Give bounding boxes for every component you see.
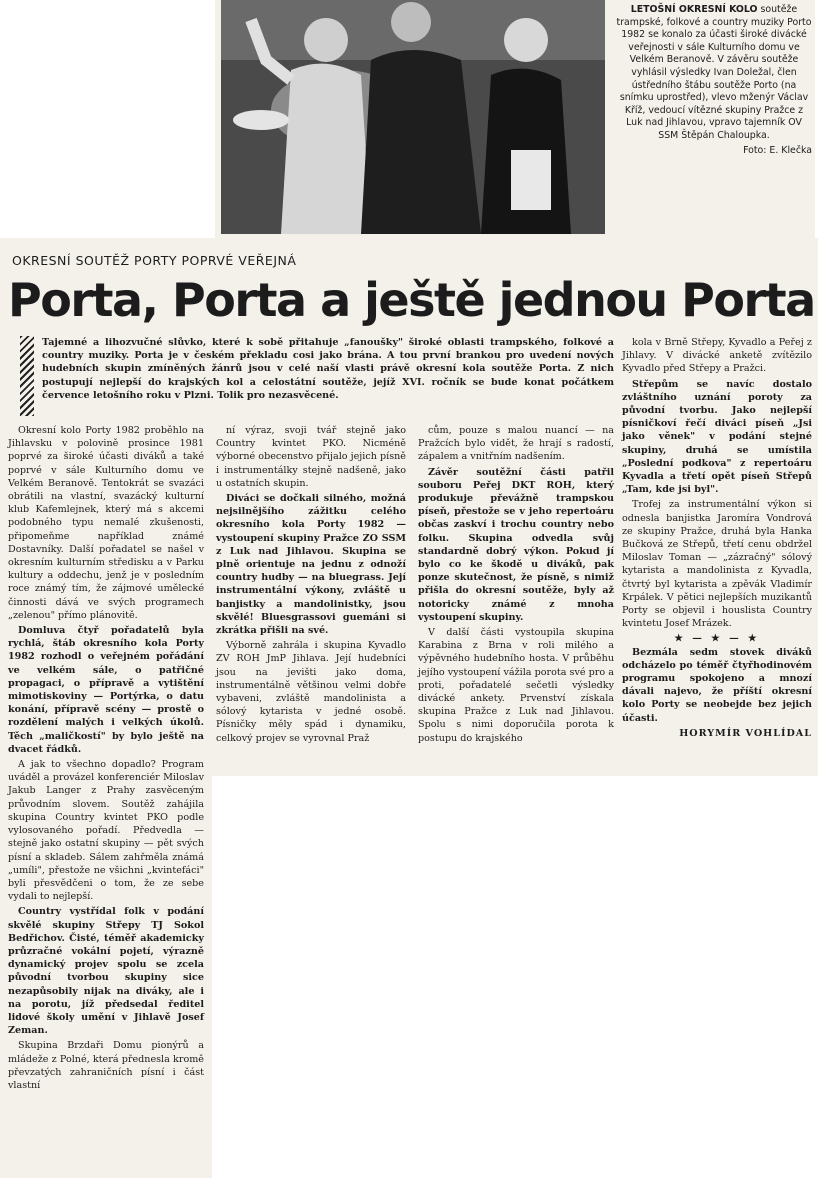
paragraph: A jak to všechno dopadlo? Program uváděl a provázel konferenciér Miloslav Jakub Langer z Prahy zasvěceným průvodním slovem. Soutěž zahájila skupina Country kvintet PKO podle vylosovaného pořadí. Předvedla — stejně jako ostatní skupiny — pět svých písní a skladeb. Sálem zahřměla známá „umíli", přestože ne všichni „kvintefáci" byli přesvědčeni o tom, že ze sebe vydali to nejlepší. — [8, 759, 204, 903]
paragraph: Skupina Brzdaři Domu pionýrů a mládeže z Polné, která přednesla kromě převzatých zahraničních písní i část vlastní — [8, 1040, 204, 1091]
photo — [221, 0, 605, 234]
lead-ornament — [20, 336, 34, 416]
caption-text: soutěže trampské, folkové a country muziky Porto 1982 se konalo za účasti široké divácké veřejnosti v sále Kulturního domu ve Velkém Beranově. V závěru soutěže vyhlásil výsledky Ivan Doležal, člen ústředního štábu soutěže Porto (na snímku uprostřed), vlevo mženýr Václav Kříž, vedoucí vítězné skupiny Pražce z Luk nad Jihlavou, vpravo tajemník OV SSM Štěpán Chaloupka. — [616, 4, 812, 141]
paragraph: Bezmála sedm stovek diváků odcházelo po téměř čtyřhodinovém programu spokojeno a mnozí dávali najevo, že příští okresní kolo Porty se neobejde bez jejich účasti. — [622, 646, 812, 724]
paragraph: ní výraz, svoji tvář stejně jako Country kvintet PKO. Nicméně výborné obecenstvo přijalo jejich písně i instrumentálky stejně nadšeně, jako u ostatních skupin. — [216, 425, 406, 489]
paragraph: Country vystřídal folk v podání skvělé skupiny Střepy TJ Sokol Bedřichov. Čisté, téměř akademicky průzračné vokální pojetí, výrazně dynamický projev spolu se zcela původní tvorbou skupiny sice nezapůsobily nijak na diváky, ale i na porotu, jíž předsedal ředitel lidové školy umění v Jihlavě Josef Zeman. — [8, 906, 204, 1037]
paragraph: V další části vystoupila skupina Karabina z Brna v roli milého a výpěvného hudebního hosta. V průběhu jejího vystoupení vážila porota své pro a proti, pořadatelé sečetli výsledky divácké ankety. Prvenství získala skupina Pražce z Luk nad Jihlavou. Spolu s nimi doporučila porota k postupu do krajského — [418, 627, 614, 744]
paragraph: Trofej za instrumentální výkon si odnesla banjistka Jaromíra Vondrová ze skupiny Pražce, druhá byla Hanka Bučková ze Střepů, třetí cenu obdržel Miloslav Toman — „zázračný" sólový kytarista a mandolinista z Kyvadla, čtvrtý byl kytarista a zpěvák Vladimír Krpálek. V pětici nejlepších muzikantů Porty se objevil i houslista Country kvintetu Josef Mrázek. — [622, 499, 812, 630]
article-author: HORYMÍR VOHLÍDAL — [679, 727, 812, 739]
photo-caption — [616, 4, 812, 157]
paragraph: Diváci se dočkali silného, možná nejsilnějšího zážitku celého okresního kola Porty 1982 — vystoupení skupiny Pražce ZO SSM z Luk nad Jihlavou. Skupina se plně orientuje na jednu z odnoží country hudby — na bluegrass. Její instrumentální výkony, zvláště u banjistky a mandolinistky, jsou skvělé! Bluesgrassovi guemáni si zkrátka přišli na své. — [216, 493, 406, 637]
paragraph: Okresní kolo Porty 1982 proběhlo na Jihlavsku v polovině prosince 1981 poprvé za široké účasti diváků a také poprvé v sále Kulturního domu ve Velkém Beranově. Tentokrát se svazáci obrátili na vlastní, svazácký kulturní klub Kafemlejnek, který má s akcemi podobného typu nemalé zkušenosti, připomeňme například známé Dostavníky. Další pořadatel se našel v okresním kulturním středisku a v Parku kultury a oddechu, jenž je v posledním roce známý tím, že zájmové umělecké činnosti dává ve svých programech „zelenou" přímo plánovitě. — [8, 425, 204, 621]
article-headline: Porta, Porta a ještě jednou Porta — [8, 273, 815, 327]
photo-illustration — [221, 0, 605, 234]
paragraph: Závěr soutěžní části patřil souboru Peřej DKT ROH, který produkuje převážně trampskou píseň, přestože se v jeho repertoáru občas zaskví i trochu country nebo folku. Skupina odvedla svůj standardně dobrý výkon. Pokud jí bylo co ke škodě u diváků, pak ponze skutečnost, že písně, s nimiž přišla do okresní soutěže, byly až notoricky známé z mnoha vystoupení skupiny. — [418, 466, 614, 623]
paragraph: Střepům se navíc dostalo zvláštního uznání poroty za původní tvorbu. Jako nejlepší písničkoví řečí diváci píseň „Jsi jako věnek" v podání stejné skupiny, druhá se umístila „Poslední podkova" z repertoáru Kyvadla a třetí opět píseň Střepů „Tam, kde jsi byl". — [622, 378, 812, 496]
article-column-1 — [8, 424, 204, 1094]
paragraph: Výborně zahrála i skupina Kyvadlo ZV ROH JmP Jihlava. Její hudebníci jsou na jevišti jako doma, instrumentálně většinou velmi dobře vybaveni, zvláště mandolinista a sólový kytarista v jedné osobě. Písničky měly spád i dynamiku, celkový projev se vyrovnal Praž — [216, 640, 406, 744]
article-column-4 — [622, 336, 812, 740]
caption-heading: LETOŠNÍ OKRESNÍ KOLO — [630, 4, 758, 15]
article-lead: Tajemné a lihozvučné slůvko, které k sobě přitahuje „fanoušky" široké oblasti trampského, folkové a country muziky. Porta je v českém překladu cosi jako brána. A tou první brankou pro uvedení nových hudebních skupin zmíněných žánrů jsou v celé naší vlasti právě okresní kola soutěže Porta. Z nich postupují nejlepší do krajských kol a celostátní soutěže, jejíž XVI. ročník se bude konat počátkem července letošního roku v Plzni. Tolik pro nezasvěcené. — [42, 337, 614, 401]
section-divider: ★ — ★ — ★ — [674, 633, 760, 645]
paragraph: cům, pouze s malou nuancí — na Pražcích bylo vidět, že hrají s radostí, zápalem a vnitřním nadšením. — [418, 425, 614, 463]
paragraph: Domluva čtyř pořadatelů byla rychlá, štáb okresního kola Porty 1982 rozhodl o veřejném pořádání ve velkém sále, o patřičné propagaci, o přípravě a vytištění mimotiskoviny — Portýrka, o datu konání, přípravě scény — prostě o rozdělení malých i velkých úkolů. Těch „maličkostí" by bylo ještě na dvacet řádků. — [8, 625, 204, 755]
article-kicker: OKRESNÍ SOUTĚŽ PORTY POPRVÉ VEŘEJNÁ — [12, 253, 297, 268]
paragraph: kola v Brně Střepy, Kyvadlo a Peřej z Jihlavy. V divácké anketě zvítězilo Kyvadlo před Střepy a Pražci. — [622, 337, 812, 375]
photo-credit: Foto: E. Klečka — [743, 144, 812, 156]
article-column-2 — [216, 424, 406, 747]
article-column-3 — [418, 424, 614, 747]
